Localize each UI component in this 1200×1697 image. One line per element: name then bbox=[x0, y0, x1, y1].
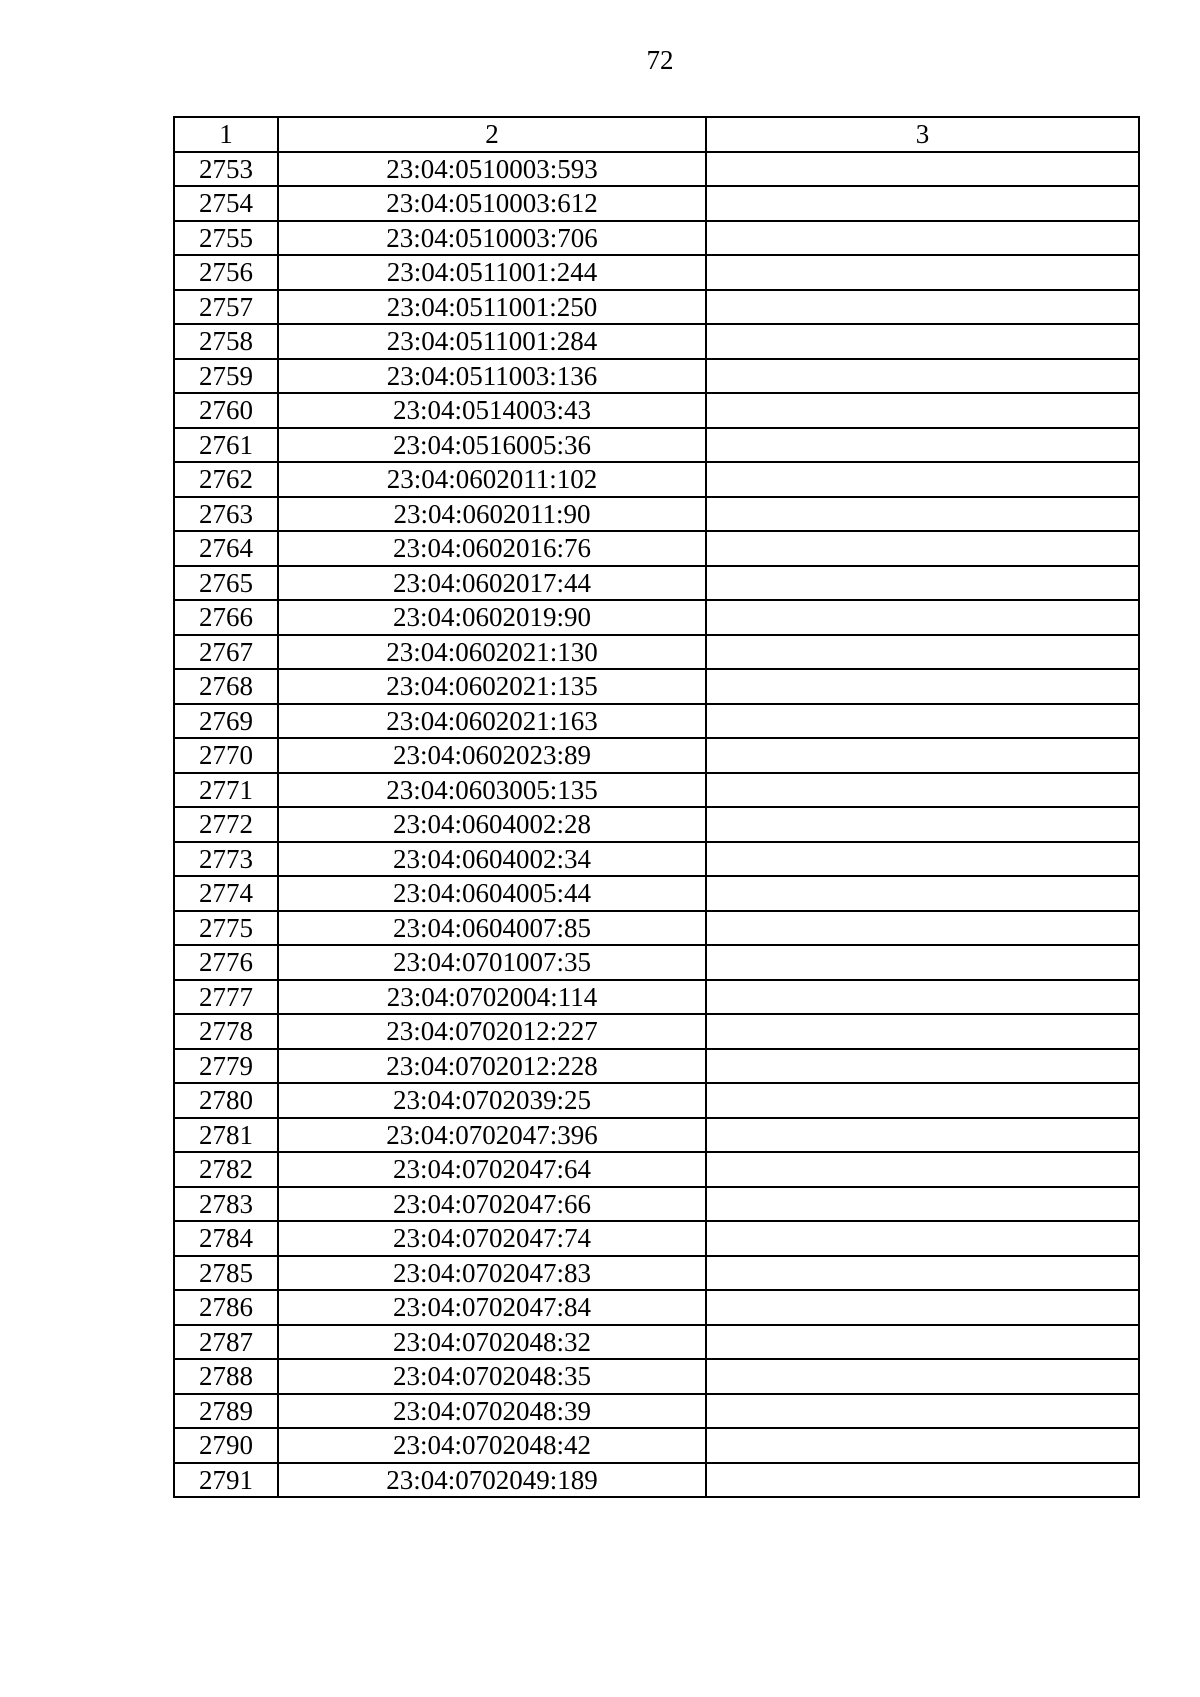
table-row bbox=[174, 1359, 1139, 1394]
table-row bbox=[174, 221, 1139, 256]
note-cell bbox=[706, 221, 1139, 256]
table-row bbox=[174, 428, 1139, 463]
table-row bbox=[174, 1221, 1139, 1256]
table-row bbox=[174, 980, 1139, 1015]
row-number-cell: 2779 bbox=[174, 1049, 278, 1084]
cadastral-number-cell: 23:04:0702047:64 bbox=[278, 1152, 706, 1187]
row-number-cell: 2787 bbox=[174, 1325, 278, 1360]
cadastral-number-cell: 23:04:0602021:130 bbox=[278, 635, 706, 670]
table-row bbox=[174, 324, 1139, 359]
row-number-cell: 2761 bbox=[174, 428, 278, 463]
table-row bbox=[174, 1152, 1139, 1187]
cadastral-number-cell: 23:04:0604002:28 bbox=[278, 807, 706, 842]
column-header-2: 2 bbox=[278, 117, 706, 152]
row-number-cell: 2791 bbox=[174, 1463, 278, 1498]
cadastral-number-cell: 23:04:0602021:163 bbox=[278, 704, 706, 739]
row-number-cell: 2764 bbox=[174, 531, 278, 566]
note-cell bbox=[706, 428, 1139, 463]
table-row bbox=[174, 497, 1139, 532]
table-row bbox=[174, 704, 1139, 739]
note-cell bbox=[706, 290, 1139, 325]
note-cell bbox=[706, 531, 1139, 566]
page-number: 72 bbox=[646, 45, 674, 75]
note-cell bbox=[706, 186, 1139, 221]
cadastral-number-cell: 23:04:0702047:84 bbox=[278, 1290, 706, 1325]
note-cell bbox=[706, 1083, 1139, 1118]
note-cell bbox=[706, 876, 1139, 911]
note-cell bbox=[706, 393, 1139, 428]
note-cell bbox=[706, 1118, 1139, 1153]
note-cell bbox=[706, 980, 1139, 1015]
cadastral-number-cell: 23:04:0604007:85 bbox=[278, 911, 706, 946]
note-cell bbox=[706, 1463, 1139, 1498]
cadastral-number-cell: 23:04:0602023:89 bbox=[278, 738, 706, 773]
cadastral-number-cell: 23:04:0702048:42 bbox=[278, 1428, 706, 1463]
table-row bbox=[174, 738, 1139, 773]
cadastral-number-cell: 23:04:0702012:227 bbox=[278, 1014, 706, 1049]
row-number-cell: 2781 bbox=[174, 1118, 278, 1153]
table-header-row bbox=[174, 117, 1139, 152]
table-row bbox=[174, 945, 1139, 980]
row-number-cell: 2780 bbox=[174, 1083, 278, 1118]
row-number-cell: 2778 bbox=[174, 1014, 278, 1049]
note-cell bbox=[706, 669, 1139, 704]
table-row bbox=[174, 186, 1139, 221]
row-number-cell: 2756 bbox=[174, 255, 278, 290]
table-row bbox=[174, 1325, 1139, 1360]
row-number-cell: 2784 bbox=[174, 1221, 278, 1256]
row-number-cell: 2786 bbox=[174, 1290, 278, 1325]
table-row bbox=[174, 152, 1139, 187]
cadastral-number-cell: 23:04:0602011:102 bbox=[278, 462, 706, 497]
row-number-cell: 2769 bbox=[174, 704, 278, 739]
note-cell bbox=[706, 1187, 1139, 1222]
cadastral-number-cell: 23:04:0603005:135 bbox=[278, 773, 706, 808]
row-number-cell: 2775 bbox=[174, 911, 278, 946]
note-cell bbox=[706, 462, 1139, 497]
cadastral-number-cell: 23:04:0702004:114 bbox=[278, 980, 706, 1015]
cadastral-number-cell: 23:04:0602016:76 bbox=[278, 531, 706, 566]
note-cell bbox=[706, 566, 1139, 601]
cadastral-number-cell: 23:04:0702039:25 bbox=[278, 1083, 706, 1118]
row-number-cell: 2755 bbox=[174, 221, 278, 256]
table-row bbox=[174, 773, 1139, 808]
note-cell bbox=[706, 1359, 1139, 1394]
cadastral-number-cell: 23:04:0702012:228 bbox=[278, 1049, 706, 1084]
table-row bbox=[174, 1428, 1139, 1463]
cadastral-number-cell: 23:04:0702049:189 bbox=[278, 1463, 706, 1498]
cadastral-number-cell: 23:04:0602019:90 bbox=[278, 600, 706, 635]
note-cell bbox=[706, 1394, 1139, 1429]
row-number-cell: 2788 bbox=[174, 1359, 278, 1394]
table-row bbox=[174, 669, 1139, 704]
table-row bbox=[174, 462, 1139, 497]
row-number-cell: 2790 bbox=[174, 1428, 278, 1463]
table-row bbox=[174, 1014, 1139, 1049]
row-number-cell: 2760 bbox=[174, 393, 278, 428]
cadastral-number-cell: 23:04:0702047:66 bbox=[278, 1187, 706, 1222]
table-row bbox=[174, 1290, 1139, 1325]
row-number-cell: 2785 bbox=[174, 1256, 278, 1291]
note-cell bbox=[706, 911, 1139, 946]
table-row bbox=[174, 393, 1139, 428]
note-cell bbox=[706, 600, 1139, 635]
cadastral-number-cell: 23:04:0511003:136 bbox=[278, 359, 706, 394]
row-number-cell: 2758 bbox=[174, 324, 278, 359]
cadastral-number-cell: 23:04:0702047:396 bbox=[278, 1118, 706, 1153]
table-row bbox=[174, 1463, 1139, 1498]
row-number-cell: 2782 bbox=[174, 1152, 278, 1187]
note-cell bbox=[706, 842, 1139, 877]
cadastral-number-cell: 23:04:0510003:706 bbox=[278, 221, 706, 256]
note-cell bbox=[706, 1325, 1139, 1360]
cadastral-number-cell: 23:04:0702048:39 bbox=[278, 1394, 706, 1429]
note-cell bbox=[706, 1152, 1139, 1187]
note-cell bbox=[706, 1014, 1139, 1049]
table-row bbox=[174, 600, 1139, 635]
row-number-cell: 2773 bbox=[174, 842, 278, 877]
note-cell bbox=[706, 255, 1139, 290]
cadastral-number-cell: 23:04:0702047:83 bbox=[278, 1256, 706, 1291]
cadastral-number-cell: 23:04:0511001:244 bbox=[278, 255, 706, 290]
row-number-cell: 2765 bbox=[174, 566, 278, 601]
table-row bbox=[174, 807, 1139, 842]
note-cell bbox=[706, 152, 1139, 187]
cadastral-number-cell: 23:04:0511001:284 bbox=[278, 324, 706, 359]
table-row bbox=[174, 1187, 1139, 1222]
note-cell bbox=[706, 1290, 1139, 1325]
cadastral-number-cell: 23:04:0602017:44 bbox=[278, 566, 706, 601]
table-row bbox=[174, 1256, 1139, 1291]
cadastral-number-cell: 23:04:0604002:34 bbox=[278, 842, 706, 877]
row-number-cell: 2774 bbox=[174, 876, 278, 911]
table-row bbox=[174, 842, 1139, 877]
cadastral-number-cell: 23:04:0510003:612 bbox=[278, 186, 706, 221]
cadastral-number-cell: 23:04:0511001:250 bbox=[278, 290, 706, 325]
table-row bbox=[174, 911, 1139, 946]
note-cell bbox=[706, 1256, 1139, 1291]
cadastral-number-cell: 23:04:0604005:44 bbox=[278, 876, 706, 911]
note-cell bbox=[706, 324, 1139, 359]
table-body bbox=[174, 152, 1139, 1498]
cadastral-number-cell: 23:04:0702048:32 bbox=[278, 1325, 706, 1360]
column-header-1: 1 bbox=[174, 117, 278, 152]
row-number-cell: 2771 bbox=[174, 773, 278, 808]
row-number-cell: 2762 bbox=[174, 462, 278, 497]
cadastral-number-cell: 23:04:0702048:35 bbox=[278, 1359, 706, 1394]
row-number-cell: 2770 bbox=[174, 738, 278, 773]
cadastral-number-cell: 23:04:0702047:74 bbox=[278, 1221, 706, 1256]
note-cell bbox=[706, 807, 1139, 842]
note-cell bbox=[706, 945, 1139, 980]
table-row bbox=[174, 255, 1139, 290]
cadastral-table bbox=[173, 116, 1140, 1498]
row-number-cell: 2783 bbox=[174, 1187, 278, 1222]
row-number-cell: 2772 bbox=[174, 807, 278, 842]
table-row bbox=[174, 635, 1139, 670]
row-number-cell: 2777 bbox=[174, 980, 278, 1015]
table-row bbox=[174, 359, 1139, 394]
row-number-cell: 2768 bbox=[174, 669, 278, 704]
row-number-cell: 2789 bbox=[174, 1394, 278, 1429]
row-number-cell: 2766 bbox=[174, 600, 278, 635]
cadastral-number-cell: 23:04:0701007:35 bbox=[278, 945, 706, 980]
cadastral-number-cell: 23:04:0510003:593 bbox=[278, 152, 706, 187]
table-row bbox=[174, 1118, 1139, 1153]
row-number-cell: 2757 bbox=[174, 290, 278, 325]
table-row bbox=[174, 876, 1139, 911]
note-cell bbox=[706, 704, 1139, 739]
table-row bbox=[174, 1394, 1139, 1429]
note-cell bbox=[706, 1221, 1139, 1256]
row-number-cell: 2753 bbox=[174, 152, 278, 187]
note-cell bbox=[706, 359, 1139, 394]
row-number-cell: 2763 bbox=[174, 497, 278, 532]
cadastral-number-cell: 23:04:0514003:43 bbox=[278, 393, 706, 428]
row-number-cell: 2767 bbox=[174, 635, 278, 670]
note-cell bbox=[706, 1049, 1139, 1084]
row-number-cell: 2759 bbox=[174, 359, 278, 394]
column-header-3: 3 bbox=[706, 117, 1139, 152]
table-row bbox=[174, 290, 1139, 325]
cadastral-number-cell: 23:04:0602011:90 bbox=[278, 497, 706, 532]
note-cell bbox=[706, 738, 1139, 773]
note-cell bbox=[706, 497, 1139, 532]
cadastral-number-cell: 23:04:0516005:36 bbox=[278, 428, 706, 463]
table-row bbox=[174, 1049, 1139, 1084]
table-row bbox=[174, 566, 1139, 601]
note-cell bbox=[706, 635, 1139, 670]
row-number-cell: 2776 bbox=[174, 945, 278, 980]
row-number-cell: 2754 bbox=[174, 186, 278, 221]
cadastral-number-cell: 23:04:0602021:135 bbox=[278, 669, 706, 704]
note-cell bbox=[706, 1428, 1139, 1463]
note-cell bbox=[706, 773, 1139, 808]
table-row bbox=[174, 531, 1139, 566]
table-row bbox=[174, 1083, 1139, 1118]
